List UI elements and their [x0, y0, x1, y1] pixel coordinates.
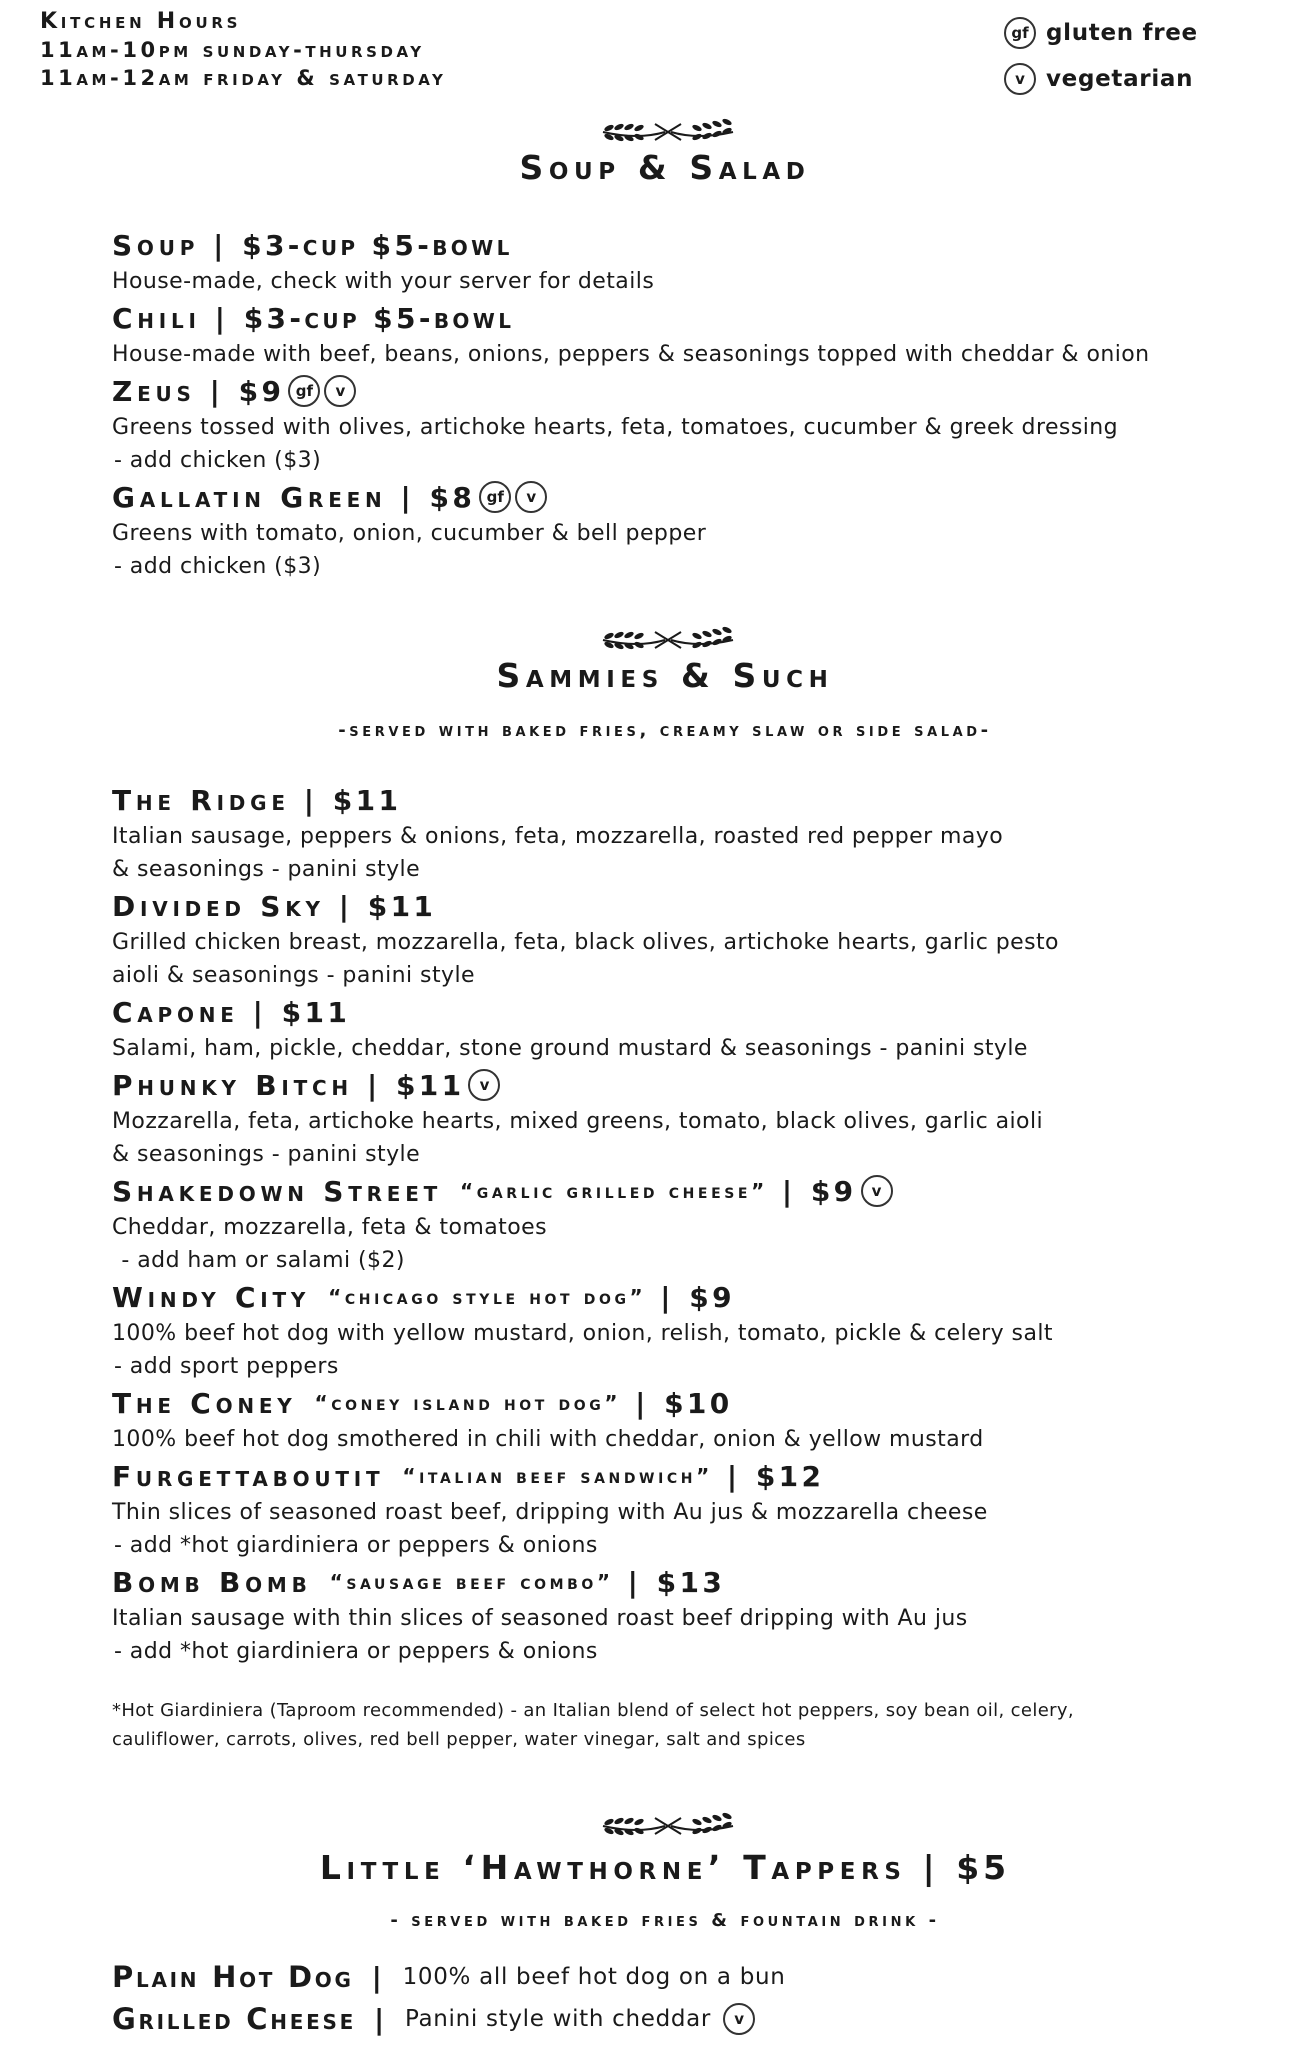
item-price: $3-cup $5-bowl — [243, 301, 515, 335]
item-price: $3-cup $5-bowl — [242, 228, 513, 262]
item-addon: - add chicken ($3) — [114, 554, 322, 579]
separator: | — [209, 374, 225, 408]
item-price: $10 — [664, 1386, 733, 1420]
section-subtitle-kids: - served with baked fries & fountain drink - — [390, 1910, 940, 1931]
menu-item — [112, 1456, 1059, 1562]
separator: | — [635, 1386, 651, 1420]
menu-item — [112, 780, 1059, 886]
footnote-line: *Hot Giardiniera (Taproom recommended) - an Italian blend of select hot peppers, soy bean oil, celery, — [112, 1700, 1074, 1721]
kitchen-hours-weekdays: 11am-10pm sunday-thursday — [40, 38, 425, 62]
item-price: $8 — [429, 480, 476, 514]
menu-item — [112, 1065, 1059, 1171]
section-title-kids — [0, 1848, 1300, 1887]
item-price: $9 — [810, 1174, 857, 1208]
section-subtitle-sammies: -served with baked fries, creamy slaw or side salad- — [338, 720, 992, 741]
item-description: Italian sausage with thin slices of seasoned roast beef dripping with Au jus — [112, 1606, 968, 1631]
separator: | — [660, 1280, 676, 1314]
vegetarian-icon: v — [723, 2003, 755, 2035]
menu-item — [112, 992, 1059, 1065]
item-description: 100% beef hot dog with yellow mustard, onion, relish, tomato, pickle & celery salt — [112, 1321, 1054, 1346]
item-nickname: “garlic grilled cheese” — [460, 1179, 768, 1203]
item-description: 100% beef hot dog smothered in chili with cheddar, onion & yellow mustard — [112, 1427, 984, 1452]
item-description: & seasonings - panini style — [112, 1142, 421, 1167]
dietary-legend — [1004, 10, 1198, 102]
item-description: Grilled chicken breast, mozzarella, feta, black olives, artichoke hearts, garlic pesto — [112, 930, 1059, 955]
separator: | — [781, 1174, 797, 1208]
item-name: The Coney — [112, 1386, 297, 1420]
kids-item — [112, 2002, 755, 2036]
kitchen-hours-weekend: 11am-12am friday & saturday — [40, 66, 447, 90]
item-description: Panini style with cheddar — [404, 2006, 712, 2032]
item-price: $11 — [281, 995, 351, 1029]
soup-salad-list — [112, 225, 1150, 583]
vegetarian-icon: v — [861, 1175, 893, 1207]
giardiniera-footnote — [112, 1696, 1074, 1754]
legend-gluten-free-label: gluten free — [1046, 20, 1198, 46]
vegetarian-icon: v — [324, 375, 356, 407]
vegetarian-icon: v — [468, 1069, 500, 1101]
separator: | — [627, 1565, 643, 1599]
footnote-line: cauliflower, carrots, olives, red bell pepper, water vinegar, salt and spices — [112, 1729, 806, 1750]
menu-item — [112, 1171, 1059, 1277]
separator: | — [252, 995, 268, 1029]
sammies-list — [112, 780, 1059, 1668]
menu-item — [112, 477, 1150, 583]
item-price: $11 — [367, 889, 437, 923]
vegetarian-icon: v — [515, 481, 547, 513]
item-nickname: “italian beef sandwich” — [402, 1464, 713, 1488]
item-name: The Ridge — [112, 783, 290, 817]
item-description: Salami, ham, pickle, cheddar, stone ground mustard & seasonings - panini style — [112, 1036, 1028, 1061]
separator: | — [303, 783, 319, 817]
wheat-divider-icon — [593, 1804, 743, 1844]
legend-gluten-free — [1004, 10, 1198, 56]
item-name: Grilled Cheese — [112, 2002, 356, 2036]
item-addon: - add chicken ($3) — [114, 448, 322, 473]
wheat-divider-icon — [593, 110, 743, 150]
menu-item — [112, 1562, 1059, 1668]
item-addon: - add ham or salami ($2) — [114, 1248, 405, 1273]
item-description: Mozzarella, feta, artichoke hearts, mixed greens, tomato, black olives, garlic aioli — [112, 1109, 1044, 1134]
item-nickname: “coney island hot dog” — [314, 1391, 622, 1415]
menu-item — [112, 1277, 1059, 1383]
item-description: Italian sausage, peppers & onions, feta, mozzarella, roasted red pepper mayo — [112, 824, 1004, 849]
menu-item — [112, 886, 1059, 992]
vegetarian-icon: v — [1004, 63, 1036, 95]
item-description: Thin slices of seasoned roast beef, dripping with Au jus & mozzarella cheese — [112, 1500, 988, 1525]
item-description: 100% all beef hot dog on a bun — [402, 1964, 786, 1990]
item-addon: - add *hot giardiniera or peppers & onions — [114, 1533, 598, 1558]
separator: | — [214, 301, 230, 335]
separator: | — [374, 2002, 387, 2036]
kitchen-hours-title: Kitchen Hours — [40, 9, 242, 34]
separator: | — [400, 480, 416, 514]
gluten-free-icon: gf — [1004, 17, 1036, 49]
item-description: Greens with tomato, onion, cucumber & bell pepper — [112, 521, 707, 546]
item-name: Bomb Bomb — [112, 1565, 312, 1599]
section-title-sammies: Sammies & Such — [496, 656, 834, 695]
menu-item — [112, 371, 1150, 477]
item-name: Gallatin Green — [112, 480, 387, 514]
gluten-free-icon: gf — [288, 375, 320, 407]
separator: | — [371, 1960, 385, 1994]
kids-price: $5 — [956, 1848, 1011, 1887]
item-addon: - add sport peppers — [114, 1354, 339, 1379]
item-addon: - add *hot giardiniera or peppers & onions — [114, 1639, 598, 1664]
kids-title: Little ‘Hawthorne’ Tappers — [319, 1848, 907, 1887]
kitchen-hours — [40, 8, 446, 92]
item-name: Capone — [112, 995, 239, 1029]
item-price: $11 — [332, 783, 402, 817]
wheat-divider-icon — [593, 618, 743, 658]
legend-vegetarian-label: vegetarian — [1046, 66, 1194, 92]
item-price: $11 — [395, 1068, 465, 1102]
item-name: Furgettaboutit — [112, 1459, 385, 1493]
item-description: Greens tossed with olives, artichoke hearts, feta, tomatoes, cucumber & greek dressing — [112, 415, 1119, 440]
item-price: $9 — [689, 1280, 735, 1314]
item-price: $12 — [755, 1459, 825, 1493]
item-name: Shakedown Street — [112, 1174, 443, 1208]
gluten-free-icon: gf — [479, 481, 511, 513]
separator: | — [726, 1459, 742, 1493]
item-description: Cheddar, mozzarella, feta & tomatoes — [112, 1215, 547, 1240]
item-nickname: “sausage beef combo” — [329, 1570, 614, 1594]
menu-item — [112, 298, 1150, 371]
item-description: aioli & seasonings - panini style — [112, 963, 475, 988]
item-description: House-made, check with your server for details — [112, 269, 655, 294]
item-description: & seasonings - panini style — [112, 857, 421, 882]
item-name: Chili — [112, 301, 201, 335]
kids-item — [112, 1960, 786, 1994]
legend-vegetarian — [1004, 56, 1198, 102]
item-name: Divided Sky — [112, 889, 325, 923]
item-name: Zeus — [112, 374, 196, 408]
section-title-soup-salad: Soup & Salad — [519, 148, 811, 187]
item-name: Plain Hot Dog — [112, 1960, 354, 1994]
item-price: $13 — [656, 1565, 726, 1599]
menu-item — [112, 225, 1150, 298]
separator: | — [922, 1848, 941, 1887]
item-description: House-made with beef, beans, onions, peppers & seasonings topped with cheddar & onion — [112, 342, 1150, 367]
item-name: Soup — [112, 228, 200, 262]
item-name: Windy City — [112, 1280, 311, 1314]
item-name: Phunky Bitch — [112, 1068, 353, 1102]
item-nickname: “chicago style hot dog” — [328, 1285, 647, 1309]
separator: | — [338, 889, 354, 923]
separator: | — [366, 1068, 382, 1102]
menu-item — [112, 1383, 1059, 1456]
separator: | — [213, 228, 229, 262]
item-price: $9 — [238, 374, 285, 408]
